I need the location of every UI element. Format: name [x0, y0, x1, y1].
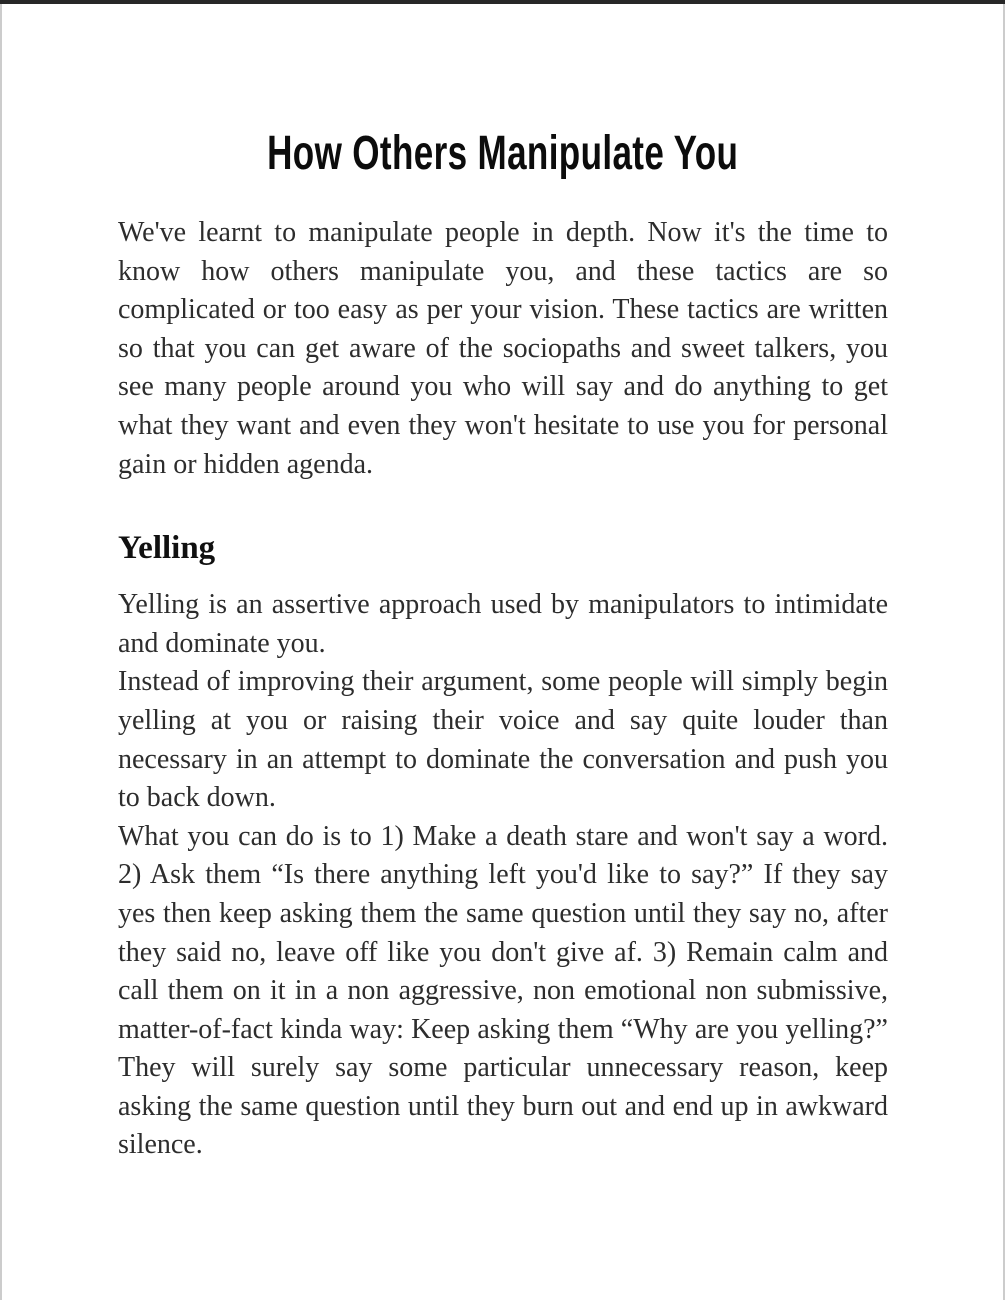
section-paragraph-2: Instead of improving their argument, some people will simply begin yelling at you or raising their voice and say quite louder than necessary in an attempt to dominate the conversation and push you to back down.	[118, 666, 888, 814]
section-paragraph-1: Yelling is an assertive approach used by manipulators to intimidate and dominate you.	[118, 589, 888, 659]
page-title	[118, 127, 888, 180]
page-title-text: How Others Manipulate You	[267, 127, 739, 180]
top-edge-bar	[0, 0, 1005, 4]
page-content	[118, 0, 888, 1165]
section-paragraph-3: What you can do is to 1) Make a death stare and won't say a word. 2) Ask them “Is there anything left you'd like to say?” If they say yes then keep asking them the same question until they say no, after they said no, leave off like you don't give af. 3) Remain calm and call them on it in a non aggressive, non emotional non submissive, matter-of-fact kinda way: Keep asking them “Why are you yelling?” They will surely say some particular unnecessary reason, keep asking the same question until they burn out and end up in awkward silence.	[118, 820, 888, 1161]
intro-paragraph: We've learnt to manipulate people in depth. Now it's the time to know how others manipulate you, and these tactics are so complicated or too easy as per your vision. These tactics are written so that you can get aware of the sociopaths and sweet talkers, you see many people around you who will say and do anything to get what they want and even they won't hesitate to use you for personal gain or hidden agenda.	[118, 217, 888, 480]
section-heading: Yelling	[118, 530, 216, 567]
